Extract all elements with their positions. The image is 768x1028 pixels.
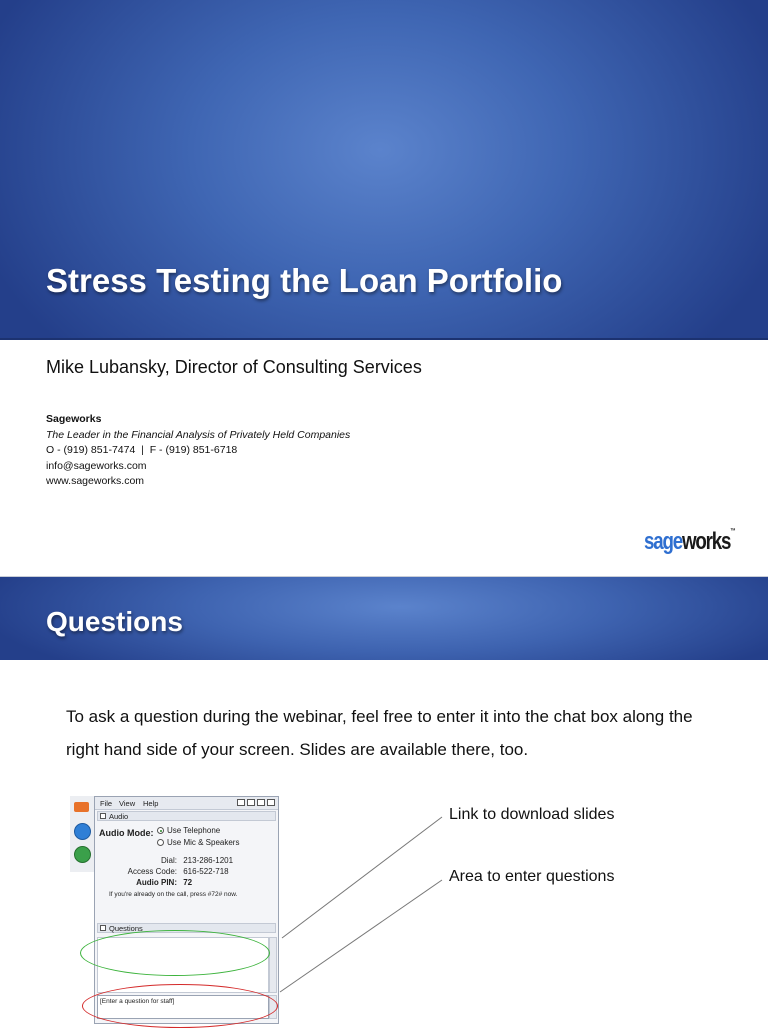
dial-label: Dial: xyxy=(160,856,177,865)
menu-help[interactable]: Help xyxy=(143,799,159,808)
audio-header-label: Audio xyxy=(109,812,129,821)
email-address: info@sageworks.com xyxy=(46,459,147,472)
questions-body: To ask a question during the webinar, feel free to enter it into the chat box along the right hand side of your screen. Slides are available there, too. xyxy=(66,707,693,759)
access-code-label: Access Code: xyxy=(127,867,177,876)
slide-title: Stress Testing the Loan Portfolio xyxy=(46,262,563,299)
logo-part-works: works xyxy=(681,528,731,555)
questions-title: Questions xyxy=(46,606,183,637)
audio-pin-value: 72 xyxy=(183,878,193,887)
menu-view[interactable]: View xyxy=(119,799,136,808)
access-code-value: 616-522-718 xyxy=(183,867,229,876)
website-url: www.sageworks.com xyxy=(46,475,145,487)
option-use-mic-speakers: Use Mic & Speakers xyxy=(167,838,240,847)
annotation-download-slides: Link to download slides xyxy=(449,806,615,823)
phone-fax: O - (919) 851-7474 | F - (919) 851-6718 xyxy=(46,444,238,456)
questions-header-label: Questions xyxy=(109,924,143,933)
company-tagline: The Leader in the Financial Analysis of Privately Held Companies xyxy=(46,428,351,441)
audio-pin-label: Audio PIN: xyxy=(136,878,177,887)
question-input[interactable]: [Enter a question for staff] xyxy=(97,995,269,1019)
presenter-name: Mike Lubansky, Director of Consulting Services xyxy=(46,357,422,377)
dial-value: 213-286-1201 xyxy=(183,856,234,865)
annotation-enter-questions: Area to enter questions xyxy=(449,868,615,885)
menu-file[interactable]: File xyxy=(100,799,113,808)
logo-trademark: ™ xyxy=(730,528,736,535)
callout-line-questions xyxy=(280,880,442,992)
audio-mode-label: Audio Mode: xyxy=(99,828,154,838)
company-name: Sageworks xyxy=(46,413,102,425)
option-use-telephone: Use Telephone xyxy=(167,826,221,835)
logo-part-sage: sage xyxy=(644,528,682,555)
call-note: If you're already on the call, press #72# now. xyxy=(109,891,238,898)
callout-line-slides xyxy=(282,817,442,938)
